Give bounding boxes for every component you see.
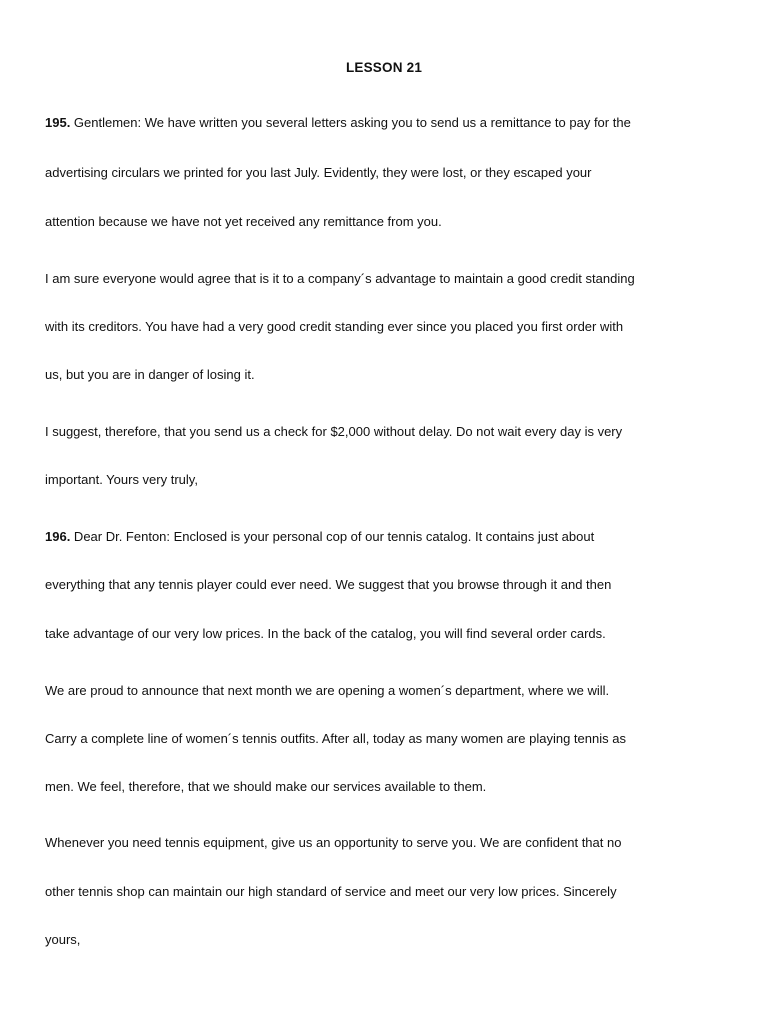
letter-195-line-6: us, but you are in danger of losing it. (45, 367, 255, 382)
letter-196-line-6: men. We feel, therefore, that we should make our services available to them. (45, 779, 487, 794)
letter-195-line-3: attention because we have not yet received any remittance from you. (45, 214, 442, 229)
letter-196-line-9: yours, (45, 932, 81, 947)
letter-195-line-8: important. Yours very truly, (45, 472, 198, 487)
letter-196-line-1 (45, 528, 735, 546)
letter-195-line-7: I suggest, therefore, that you send us a check for $2,000 without delay. Do not wait every day is very (45, 424, 623, 439)
letter-195-text: Gentlemen: We have written you several letters asking you to send us a remittance to pay for the (70, 115, 631, 130)
letter-195-line-2: advertising circulars we printed for you last July. Evidently, they were lost, or they escaped your (45, 165, 592, 180)
letter-195-line-1 (45, 114, 735, 132)
letter-196-line-3: take advantage of our very low prices. In the back of the catalog, you will find several order cards. (45, 626, 606, 641)
letter-195-line-4: I am sure everyone would agree that is it to a company´s advantage to maintain a good credit standing (45, 271, 635, 286)
page-title: LESSON 21 (345, 60, 423, 75)
letter-195-number: 195. (45, 115, 71, 130)
letter-196-number: 196. (45, 529, 71, 544)
letter-196-line-8: other tennis shop can maintain our high standard of service and meet our very low prices. Sincerely (45, 884, 617, 899)
letter-195-line-5: with its creditors. You have had a very good credit standing ever since you placed you first order with (45, 319, 624, 334)
letter-196-line-4: We are proud to announce that next month we are opening a women´s department, where we will. (45, 683, 610, 698)
letter-196-line-2: everything that any tennis player could ever need. We suggest that you browse through it and then (45, 577, 612, 592)
letter-196-line-7: Whenever you need tennis equipment, give us an opportunity to serve you. We are confident that no (45, 835, 622, 850)
letter-196-text: Dear Dr. Fenton: Enclosed is your personal cop of our tennis catalog. It contains just about (70, 529, 595, 544)
letter-196-line-5: Carry a complete line of women´s tennis outfits. After all, today as many women are playing tennis as (45, 731, 626, 746)
